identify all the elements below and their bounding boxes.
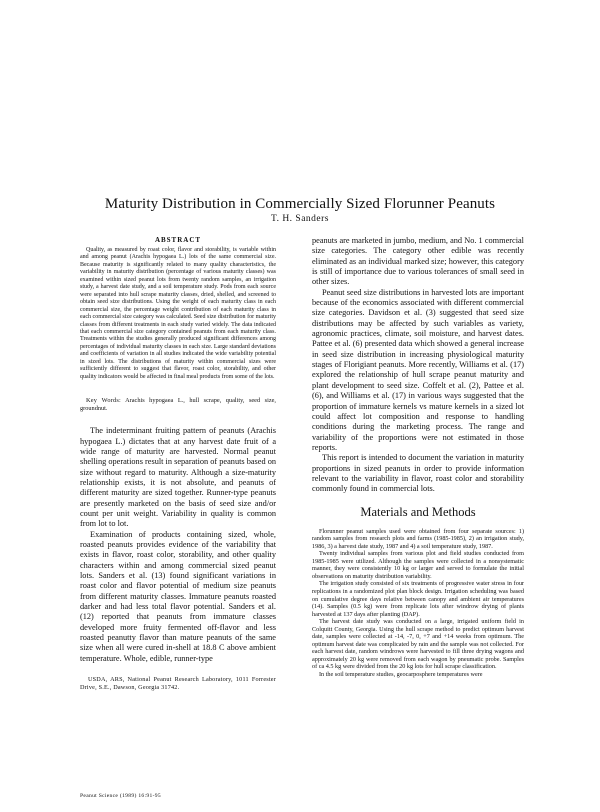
journal-footer: Peanut Science (1989) 16:91-95 (80, 793, 161, 799)
paper-author: T. H. Sanders (270, 214, 330, 224)
right-paragraph-1: peanuts are marketed in jumbo, medium, and No. 1 commercial size categories. The category other edible was recently eliminated as an individual marked size; however, this category is still of importance due to various tolerances of small seed in other sizes. (312, 236, 524, 287)
methods-heading: Materials and Methods (360, 504, 476, 519)
right-paragraph-2: Peanut seed size distributions in harvested lots are important because of the economics associated with different commercial size categories. Davidson et al. (3) suggested that seed size distributions may be affected by such variables as variety, agronomic practices, climate, soil moisture, and harvest dates. Pattee et al. (6) presented data which showed a general increase in seed size distribution in increasing physiological maturity stages of Florigiant peanuts. More recently, Williams et al. (17) explored the relationship of hull scrape peanut maturity and plant development to seed size. Coffelt et al. (2), Pattee et al. (6), and Williams et al. (17) in various ways suggested that the proportion of immature kernels vs mature kernels in a sized lot could affect lot composition and response to handling conditions during the marketing process. The range and variability of the proportions were not estimated in those reports. (312, 287, 524, 452)
affiliation-footnote: USDA, ARS, National Peanut Research Laboratory, 1011 Forrester Drive, S.E., Dawson, Georgia 31742. (80, 676, 276, 691)
abstract-text: Quality, as measured by roast color, flavor and storability, is variable within and among peanut (Arachis hypogaea L.) lots of the same commercial size. Because maturity is significantly related to many quality characteristics, the variability in maturity distribution (percentage of various maturity classes) was examined within sized peanut lots from twenty random samples, an irrigation study, a harvest date study, and a soil temperature study. Pods from each source were separated into hull scrape maturity classes, dried, shelled, and screened to obtain seed size distributions. Using the weight of each maturity class in each commercial size, the percentage weight contribution of each maturity class in each commercial size category was calculated. Seed size distribution for maturity classes from different treatments in each study varied widely. The data indicated that each commercial size category contained peanuts from each maturity class. Treatments within the studies generally produced significant differences among percentages of individual maturity classes in each size. Large standard deviations and coefficients of variation in all studies indicated the wide variability potential in sized lots. The distributions of maturity within commercial sizes were sufficiently different to suggest that flavor, roast color, storability, and other quality indicators would be affected in final meal products from some of the lots. (80, 247, 276, 380)
methods-paragraph-1: Florunner peanut samples used were obtained from four separate sources: 1) random samples from research plots and farms (1985-1985), 2) an irrigation study, 1986, 3) a harvest date study, 1987 and 4) a soil temperature study, 1987. (312, 527, 524, 550)
left-column (80, 236, 276, 691)
intro-paragraph-2: Examination of products containing sized, whole, roasted peanuts provides evidence of the variability that exists in flavor, roast color, storability, and other quality characters within and among commercial sized peanut lots. Sanders et al. (13) found significant variations in roast color and flavor potential of medium size peanuts from different maturity classes. Immature peanuts roasted darker and had less total flavor potential. Sanders et al. (12) reported that peanuts from immature classes developed more fruity fermented off-flavor and less roasted peanutty flavor than mature peanuts of the same size when all were cured in-shell at 18.8 C above ambient temperature. Whole, edible, runner-type (80, 529, 276, 663)
methods-paragraph-3: The irrigation study consisted of six treatments of progressive water stress in four replications in a randomized plot plan block design. Irrigation scheduling was based on cumulative degree days relative between canopy and ambient air temperatures (14). Samples (0.5 kg) were from replicate lots after windrow drying of plants harvested at 137 days after planting (DAP). (312, 580, 524, 618)
right-column (312, 236, 524, 679)
intro-paragraph-1: The indeterminant fruiting pattern of peanuts (Arachis hypogaea L.) dictates that at any harvest date fruit of a wide range of maturity are harvested. Normal peanut shelling operations result in separation of peanuts based on size without regard to maturity. Although a size-maturity relationship exists, it is not absolute, and peanuts of different maturity are sized together. Runner-type peanuts are presently marketed on the basis of seed size and/or count per unit weight. Variability in quality is common from lot to lot. (80, 426, 276, 529)
abstract-heading: ABSTRACT (154, 236, 202, 244)
keywords (80, 397, 276, 412)
right-paragraph-3: This report is intended to document the variation in maturity proportions in sized peanuts in order to provide information relevant to the variability in flavor, roast color and storability commonly found in commercial lots. (312, 453, 524, 494)
methods-paragraph-5: In the soil temperature studies, geocarposphere temperatures were (319, 670, 483, 678)
methods-paragraph-2: Twenty individual samples from various plot and field studies conducted from 1985-1985 were utilized. Although the samples were collected in a nonsystematic manner, they were consistently 10 kg or larger and served to formulate the initial observations on maturity distribution variability. (312, 550, 524, 580)
methods-paragraph-4: The harvest date study was conducted on a large, irrigated uniform field in Colquitt County, Georgia. Using the hull scrape method to predict optimum harvest date, samples were collected at -14, -7, 0, +7 and +14 weeks from optimum. The optimum harvest date was complicated by rain and the sample was not collected. For each harvest date, random windrows were harvested to fill three drying wagons and approximately 20 kg were removed from each wagon by pneumatic probe. Samples of ca 4.5 kg were divided from the 20 kg lots for hull scrape classification. (312, 618, 524, 671)
paper-title: Maturity Distribution in Commercially Sized Florunner Peanuts (104, 196, 496, 212)
keywords-label: Key Words: (86, 397, 121, 405)
keywords-text: Arachis hypogaea L., hull scrape, quality, seed size, groundnut. (80, 397, 277, 412)
